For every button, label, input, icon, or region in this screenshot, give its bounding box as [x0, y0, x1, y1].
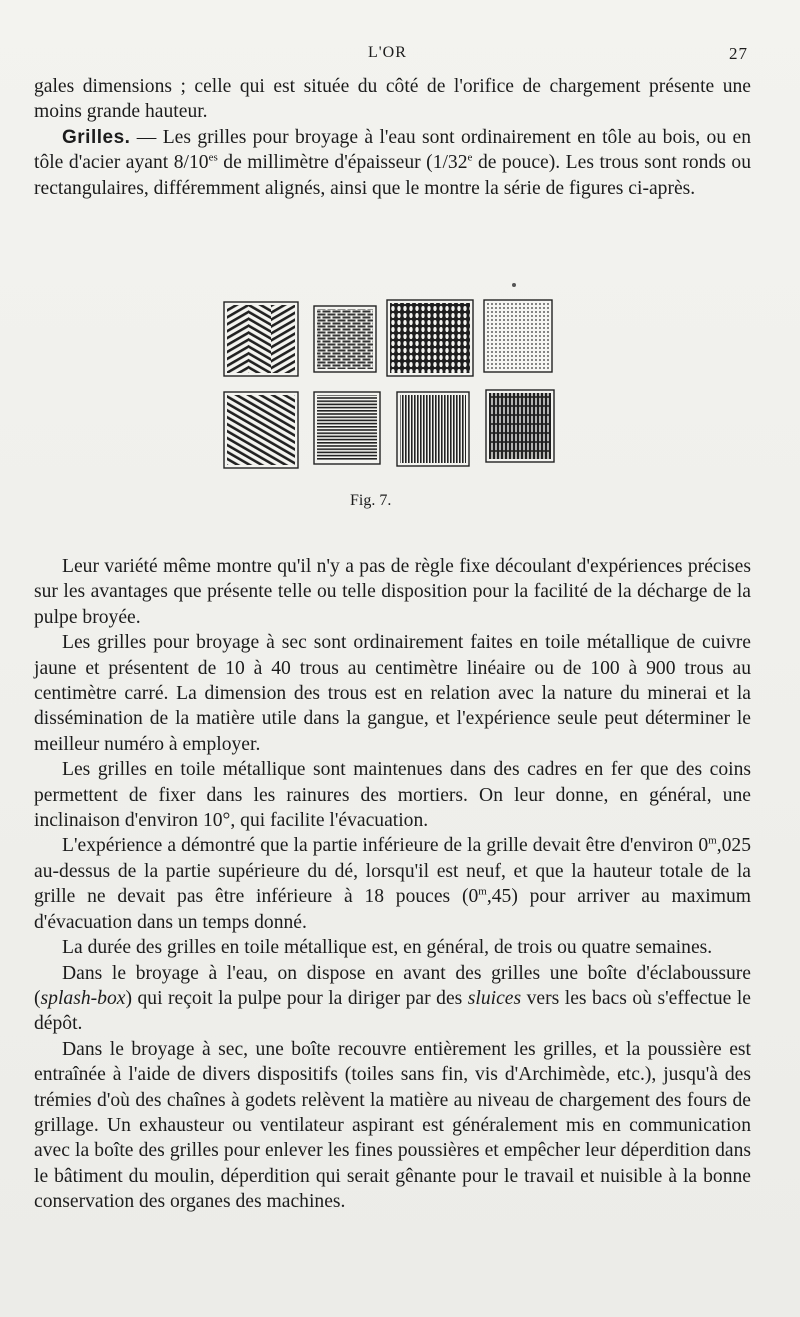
figure-grille-patterns	[222, 298, 562, 473]
splash-t1: Dans le broyage à l'eau, on dispose en avant des grilles une boîte d'éclaboussure (	[34, 962, 751, 1009]
grille-horizontal-slots	[314, 392, 380, 464]
ink-spot	[512, 283, 516, 287]
paragraph-variete: Leur variété même montre qu'il n'y a pas de règle fixe découlant d'expériences précises sur les avantages que présente telle ou telle disposition pour la facilité de la décharge de la pulpe broyée.	[34, 556, 751, 628]
grille-diagonal-stripes	[224, 392, 298, 468]
grille-vertical-slots	[486, 390, 554, 462]
experience-t3: ,45) pour arriver au maximum d'évacuation dans un temps donné.	[34, 886, 752, 933]
experience-s1: m	[708, 834, 717, 847]
grilles-text-b: de millimètre d'épaisseur (1/32	[217, 152, 468, 174]
grilles-sup-b: e	[467, 151, 473, 164]
splash-t3: vers les bacs où s'effectue le dépôt.	[34, 987, 751, 1035]
text-block-bottom	[34, 554, 751, 1215]
experience-t2: ,025 au-dessus de la partie supérieure du dé, lorsqu'il est neuf, et que la hauteur totale de la grille ne devait pas être inférieure à 18 pouces (0	[34, 835, 751, 908]
grilles-text-c: de pouce). Les trous sont ronds ou rectangulaires, différemment alignés, ainsi que le montre la série de figures ci-après.	[34, 152, 752, 199]
running-title: L'OR	[368, 44, 407, 61]
splash-t2: ) qui reçoit la pulpe pour la diriger par des	[125, 987, 468, 1009]
grille-brick-slots	[314, 306, 376, 372]
paragraph-broyage-sec-boite: Dans le broyage à sec, une boîte recouvre entièrement les grilles, et la poussière est entraînée à l'aide de divers dispositifs (toiles sans fin, vis d'Archimède, etc.), jusqu'à des trémies d'où des chaînes à godets relèvent la matière au niveau de chargement des fours de grillage. Un exhausteur ou ventilateur aspirant est généralement mis en communication avec la boîte des grilles pour enlever les fines poussières et empêcher leur déperdition dans le bâtiment du moulin, déperdition qui serait gênante pour le travail et nuisible à la bonne conservation des organes des machines.	[34, 1038, 751, 1213]
grilles-text-a: — Les grilles pour broyage à l'eau sont ordinairement en tôle au bois, ou en tôle d'acier ayant 8/10	[34, 126, 751, 174]
grille-vertical-lines	[397, 392, 469, 466]
figure-caption: Fig. 7.	[350, 492, 392, 509]
paragraph-dimensions: gales dimensions ; celle qui est située du côté de l'orifice de chargement présente une moins grande hauteur.	[34, 76, 751, 123]
splash-italic-1: splash-box	[40, 987, 126, 1009]
grille-fine-dots	[484, 300, 552, 372]
grilles-sup-a: es	[208, 151, 218, 164]
page-number: 27	[729, 44, 748, 63]
experience-s2: m	[478, 885, 487, 898]
paragraph-grilles	[34, 125, 751, 201]
splash-italic-2: sluices	[467, 987, 522, 1009]
paragraph-duree: La durée des grilles en toile métallique est, en général, de trois ou quatre semaines.	[62, 937, 713, 959]
paragraph-toile-metallique: Les grilles en toile métallique sont maintenues dans des cadres en fer que des coins permettent de fixer dans les rainures des mortiers. On leur donne, en général, une inclinaison d'environ 10°, qui facilite l'évacuation.	[34, 759, 751, 832]
section-heading-grilles: Grilles.	[62, 126, 131, 148]
running-head	[0, 44, 800, 64]
experience-t1: L'expérience a démontré que la partie inférieure de la grille devait être d'environ 0	[62, 835, 709, 857]
paragraph-broyage-sec: Les grilles pour broyage à sec sont ordinairement faites en toile métallique de cuivre jaune et présentent de 10 à 40 trous au centimètre linéaire ou de 100 à 900 trous au centimètre carré. La dimension des trous est en relation avec la nature du minerai et la dissémination de la matière utile dans la gangue, et l'expérience seule peut déterminer le meilleur numéro à employer.	[34, 632, 751, 755]
text-block-top	[34, 74, 751, 201]
grille-oval-holes	[387, 300, 473, 376]
paragraph-experience	[34, 833, 751, 935]
paragraph-splash-box	[34, 961, 751, 1037]
grille-herringbone	[224, 302, 298, 376]
